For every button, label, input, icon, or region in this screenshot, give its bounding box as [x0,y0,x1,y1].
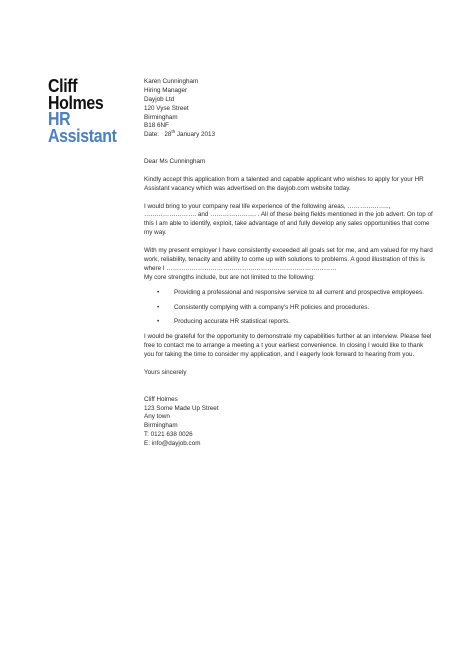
signature-phone: T: 0121 638 0026 [144,431,193,439]
recipient-postcode: B18 6NF [144,122,169,130]
list-item-text: Providing a professional and responsive service to all current and prospective employees. [174,288,424,296]
signature-town: Any town [144,413,170,421]
paragraph-employer: With my present employer I have consistently exceeded all goals set for me, and am valued for my hard work, reliability, tenacity and ability to come up with solutions to problems. A good illustration of this is where I ……………………………………………………………………… [144,247,433,272]
list-item [144,289,434,298]
signature-email: E: info@dayjob.com [144,440,201,448]
letter-date [144,131,434,140]
date-rest: January 2013 [176,131,216,139]
recipient-company: Dayjob Ltd [144,95,175,103]
paragraph-experience: I would bring to your company real life experience of the following areas, ……………….., ……………………. and …………………. . All of these being fields mentioned in the job advert. On top of this I am able to identify, exploit, take advantage of and fully develop any sales opportunities that come my way. [144,202,433,237]
list-item-text: Producing accurate HR statistical reports. [174,318,290,326]
applicant-name-heading [48,75,117,146]
signature-city: Birmingham [144,422,178,430]
name-first: Cliff [48,75,78,96]
bullet-icon: • [157,303,160,311]
paragraph-closing: I would be grateful for the opportunity to demonstrate my capabilities further at an interview. Please feel free to contact me to arrange a meeting a t your earliest convenience. In closing I would like to thank you for taking the time to consider my application, and I eagerly look forward to hearing from you. [144,333,432,359]
list-item [144,318,434,327]
recipient-name: Karen Cunningham [144,78,199,85]
paragraph-strengths-intro: My core strengths include, but are not limited to the following: [144,273,315,281]
date-suffix: th [171,129,176,135]
closing-phrase: Yours sincerely [144,369,187,376]
bullet-icon: • [157,288,160,296]
recipient-city: Birmingham [144,113,178,121]
letter-body [144,78,434,449]
recipient-street: 120 Vyse Street [144,104,189,112]
job-title-line1: HR [48,108,71,129]
date-day: 28 [164,131,172,139]
list-item [144,304,434,313]
name-last: Holmes [48,91,104,113]
date-label: Date: [144,131,160,139]
job-title-line2: Assistant [48,124,117,146]
recipient-title: Hiring Manager [144,86,188,94]
signature-street: 123 Some Made Up Street [144,404,219,412]
recipient-address [144,78,434,131]
signature-block [144,396,434,449]
salutation: Dear Ms Cunningham [144,158,206,166]
strengths-list [144,289,434,328]
paragraph-intro: Kindly accept this application from a talented and capable applicant who wishes to apply for your HR Assistant vacancy which was advertised on the dayjob.com website today. [144,175,424,192]
bullet-icon: • [157,318,160,326]
list-item-text: Consistently complying with a company's HR policies and procedures. [174,303,370,311]
signature-name: Cliff Holmes [144,395,178,403]
